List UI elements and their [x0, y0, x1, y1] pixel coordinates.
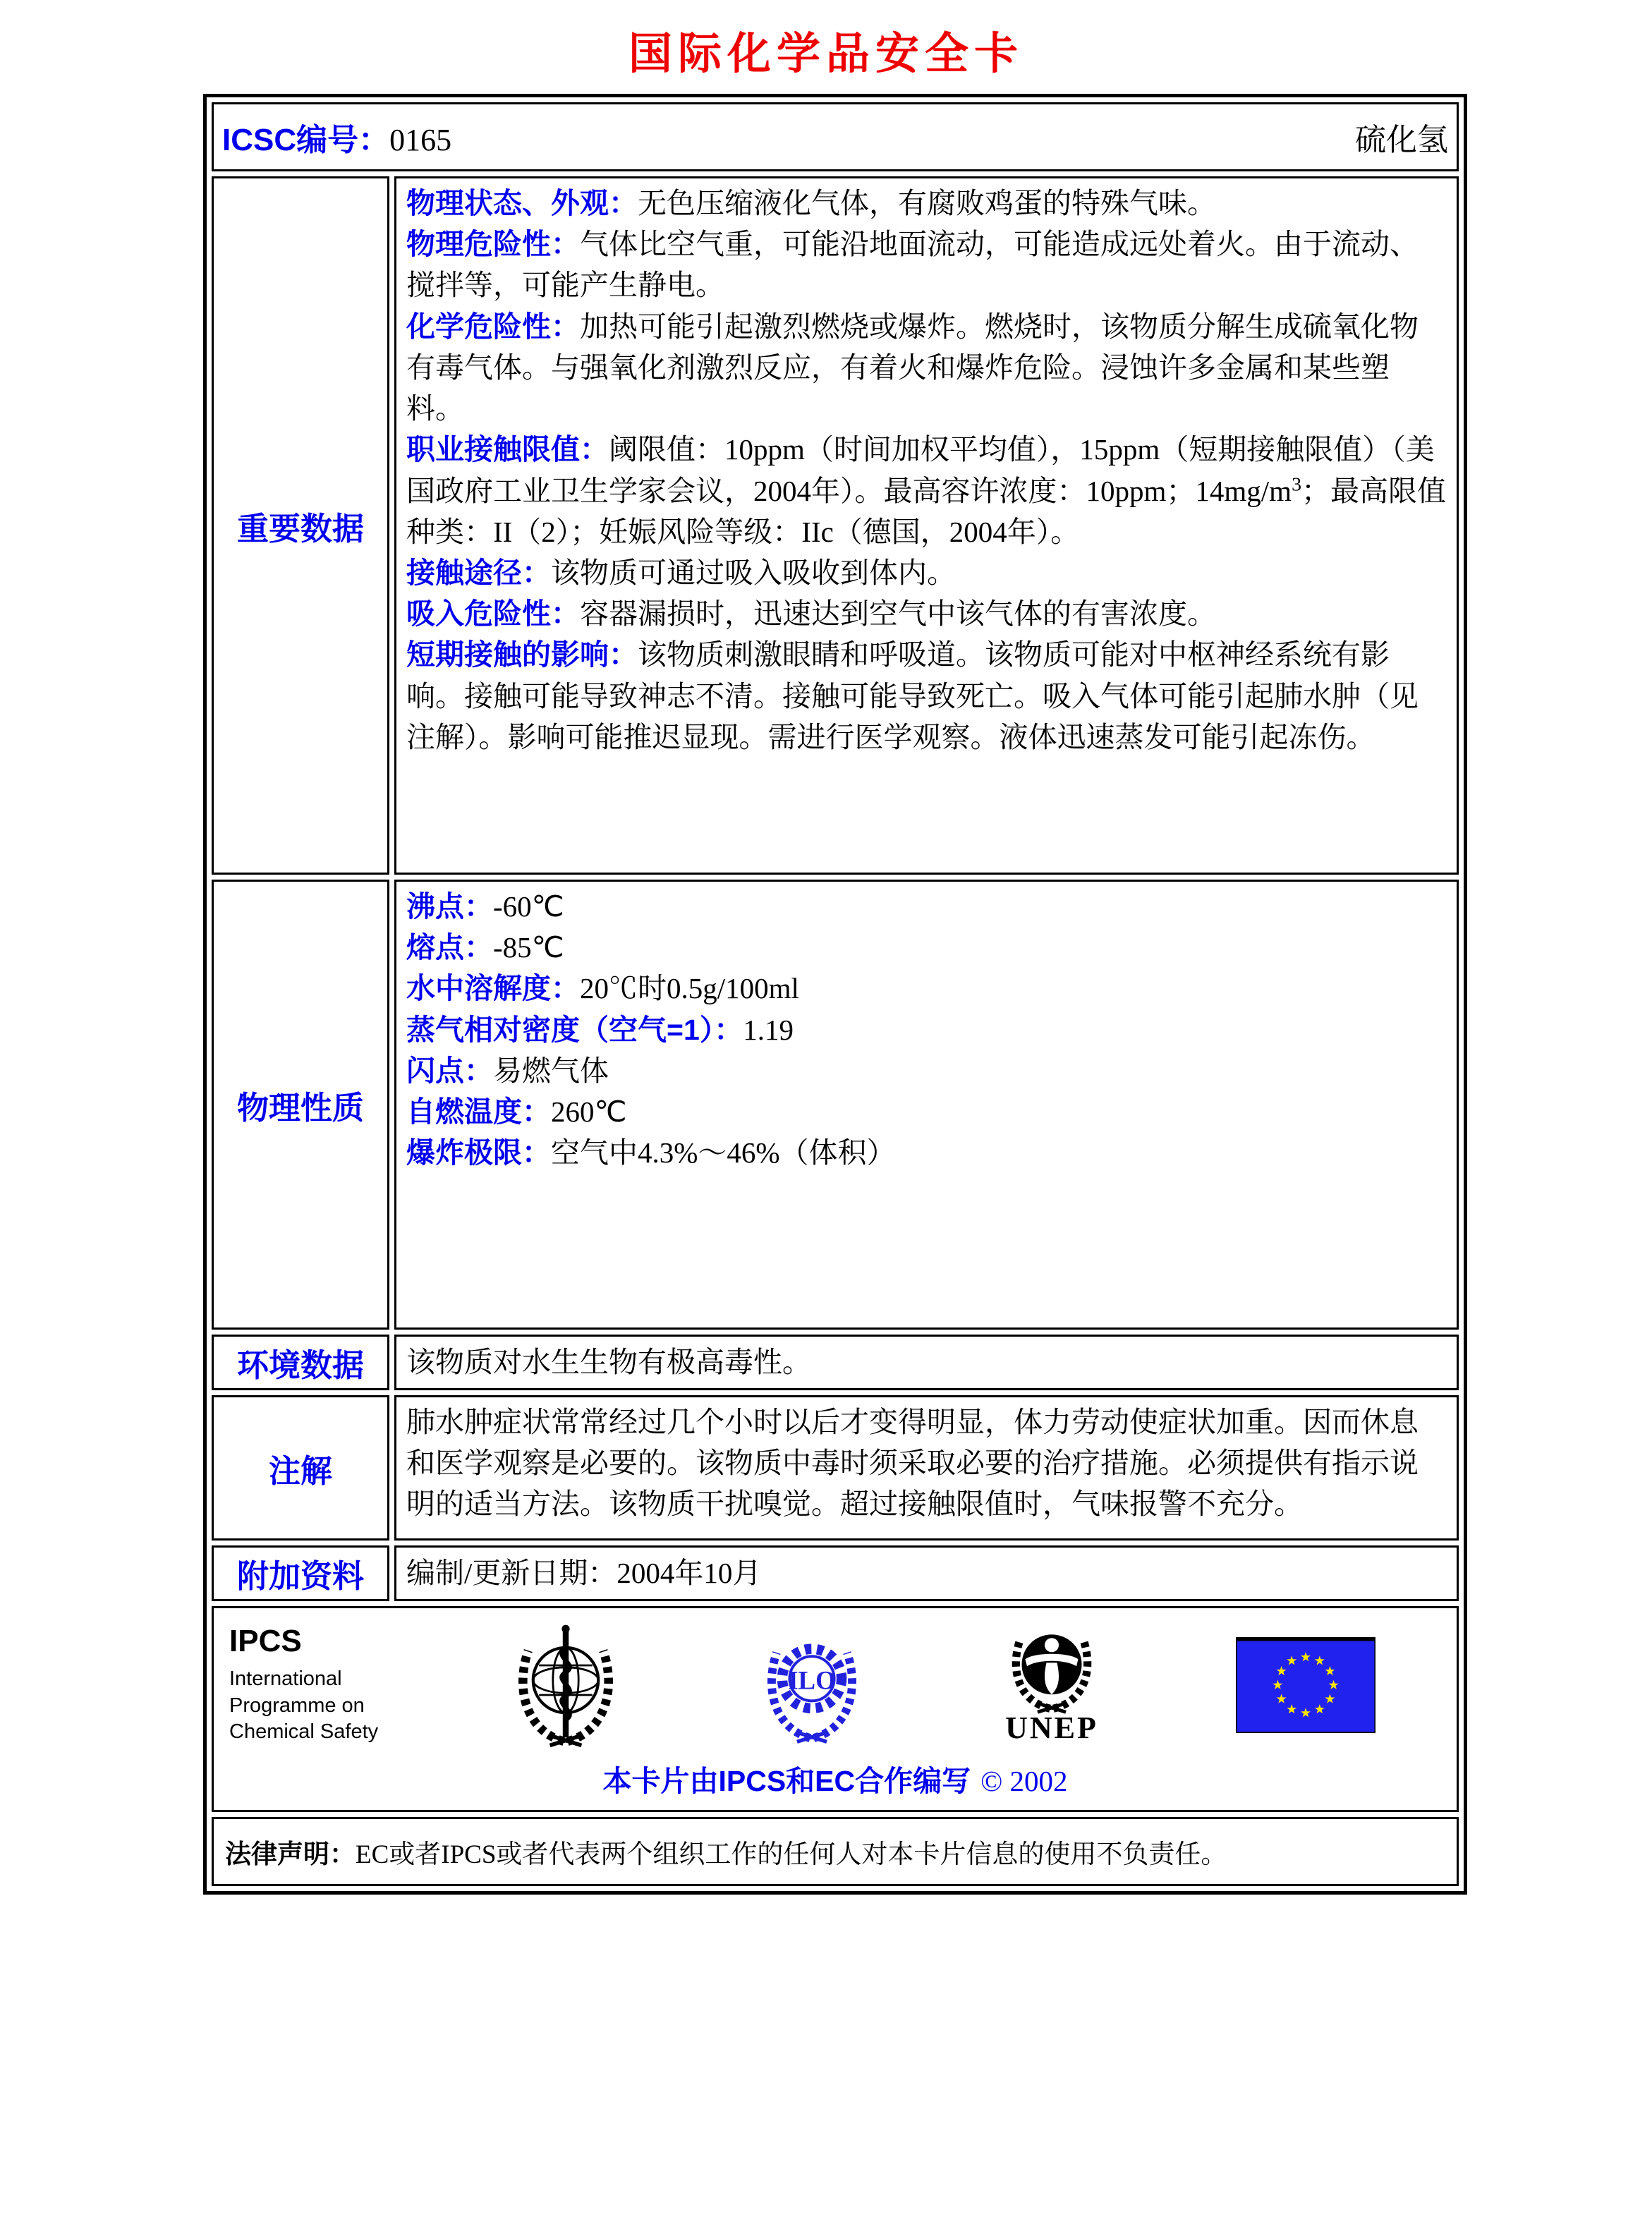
unep-logo-block [999, 1624, 1105, 1746]
field-chemical-hazards [406, 306, 1447, 430]
notes-row [212, 1395, 1459, 1541]
ipcs-subtitle-line: Chemical Safety [229, 1720, 379, 1744]
field-text: -60℃ [493, 890, 564, 923]
field-short-term-exposure-effects [406, 634, 1447, 758]
header-cell [212, 102, 1459, 171]
ipcs-subtitle [229, 1666, 441, 1746]
field-text: 加热可能引起激烈燃烧或爆炸。燃烧时，该物质分解生成硫氧化物有毒气体。与强氧化剂激烈反应，有着火和爆炸危险。浸蚀许多金属和某些塑料。 [406, 310, 1419, 425]
important-data-row [212, 176, 1459, 875]
legal-notice-row [212, 1817, 1459, 1886]
field-water-solubility [406, 968, 1447, 1009]
field-physical-state-appearance [406, 183, 1447, 224]
field-label: 接触途径： [406, 556, 551, 589]
section-label-important-data: 重要数据 [212, 176, 389, 875]
legal-notice-cell [212, 1817, 1459, 1886]
page-title: 国际化学品安全卡 [628, 30, 1024, 78]
credit-year: © 2002 [980, 1764, 1068, 1797]
icsc-number-group [222, 114, 451, 159]
credit-text: 本卡片由IPCS和EC合作编写 [602, 1764, 971, 1797]
environmental-data-content: 该物质对水生生物有极高毒性。 [394, 1335, 1459, 1390]
field-flash-point [406, 1050, 1447, 1091]
organizations-cell [212, 1606, 1459, 1812]
field-label: 自燃温度： [406, 1095, 551, 1129]
additional-info-content: 编制/更新日期：2004年10月 [394, 1545, 1459, 1601]
logo-strip [441, 1620, 1441, 1751]
field-vapour-relative-density [406, 1009, 1447, 1050]
notes-content: 肺水肿症状常常经过几个小时以后才变得明显，体力劳动使症状加重。因而休息和医学观察是必要的。该物质中毒时须采取必要的治疗措施。必须提供有指示说明的适当方法。该物质干扰嗅觉。超过接触限值时，气味报警不充分。 [394, 1395, 1459, 1541]
field-routes-of-exposure [406, 552, 1447, 593]
icsc-number-label: ICSC编号： [222, 123, 390, 157]
field-label: 职业接触限值： [406, 433, 609, 466]
field-label: 水中溶解度： [406, 972, 580, 1005]
legal-notice-label: 法律声明： [225, 1840, 356, 1869]
unep-logo-icon [999, 1624, 1105, 1714]
field-label: 物理状态、外观： [406, 187, 638, 219]
ipcs-title: IPCS [229, 1623, 302, 1658]
field-label: 沸点： [406, 890, 493, 923]
ipcs-block [229, 1624, 441, 1746]
icsc-number-value: 0165 [389, 123, 452, 157]
eu-flag-icon [1236, 1637, 1375, 1733]
section-label-physical-properties: 物理性质 [212, 880, 389, 1330]
superscript: 3 [1292, 473, 1301, 495]
ilo-logo-icon [756, 1621, 868, 1749]
field-melting-point [406, 927, 1447, 968]
organizations-row [212, 1606, 1459, 1812]
environmental-data-row [212, 1335, 1459, 1390]
credit-line [229, 1758, 1441, 1799]
field-text: 空气中4.3%～46%（体积） [551, 1136, 896, 1169]
field-text: 20℃时0.5g/100ml [580, 972, 799, 1005]
physical-properties-row [212, 880, 1459, 1330]
section-label-notes: 注解 [212, 1395, 389, 1541]
header-row [212, 102, 1459, 171]
field-text: 260℃ [551, 1095, 627, 1129]
field-occupational-exposure-limits [406, 429, 1447, 552]
ipcs-subtitle-line: International [229, 1667, 342, 1690]
field-label: 闪点： [406, 1054, 493, 1087]
physical-properties-content [394, 880, 1459, 1330]
field-text: 该物质刺激眼睛和呼吸道。该物质可能对中枢神经系统有影响。接触可能导致神志不清。接触可能导致死亡。吸入气体可能引起肺水肿（见注解）。影响可能推迟显现。需进行医学观察。液体迅速蒸发可能引起冻伤。 [406, 638, 1419, 753]
field-inhalation-risk [406, 593, 1447, 634]
ilo-letters: ILO [788, 1665, 836, 1694]
additional-info-row [212, 1545, 1459, 1601]
field-autoignition-temperature [406, 1091, 1447, 1132]
section-label-additional-info: 附加资料 [212, 1545, 389, 1601]
field-label: 爆炸极限： [406, 1136, 551, 1169]
who-logo-icon [506, 1620, 625, 1751]
field-label: 物理危险性： [406, 228, 580, 261]
field-text: 阈限值：10ppm（时间加权平均值），15ppm（短期接触限值）（美国政府工业卫生学家会议，2004年）。最高容许浓度：10ppm；14mg/m [406, 433, 1435, 507]
field-explosive-limits [406, 1132, 1447, 1173]
field-text: 1.19 [743, 1013, 794, 1046]
field-label: 蒸气相对密度（空气=1）： [406, 1013, 743, 1046]
field-text: -85℃ [493, 931, 564, 964]
field-text: 无色压缩液化气体，有腐败鸡蛋的特殊气味。 [638, 187, 1216, 219]
chemical-name: 硫化氢 [1355, 123, 1448, 157]
field-text: 容器漏损时，迅速达到空气中该气体的有害浓度。 [580, 597, 1216, 631]
legal-notice-text: EC或者IPCS或者代表两个组织工作的任何人对本卡片信息的使用不负责任。 [356, 1840, 1227, 1869]
field-text: 易燃气体 [493, 1054, 609, 1087]
field-boiling-point [406, 886, 1447, 927]
field-label: 短期接触的影响： [406, 638, 638, 672]
section-label-environmental-data: 环境数据 [212, 1335, 389, 1390]
important-data-content [394, 176, 1459, 875]
field-text-continued: ；最高限值种类：II（2）；妊娠风险等级：IIc（德国，2004年）。 [406, 474, 1446, 548]
unep-label: UNEP [1005, 1711, 1098, 1745]
field-label: 吸入危险性： [406, 597, 580, 631]
field-physical-hazards [406, 224, 1447, 305]
icsc-table [203, 94, 1467, 1895]
field-label: 熔点： [406, 931, 493, 964]
ipcs-subtitle-line: Programme on [229, 1694, 365, 1717]
field-text: 该物质可通过吸入吸收到体内。 [551, 556, 956, 589]
field-text: 气体比空气重，可能沿地面流动，可能造成远处着火。由于流动、搅拌等，可能产生静电。 [406, 228, 1419, 302]
field-label: 化学危险性： [406, 310, 580, 343]
